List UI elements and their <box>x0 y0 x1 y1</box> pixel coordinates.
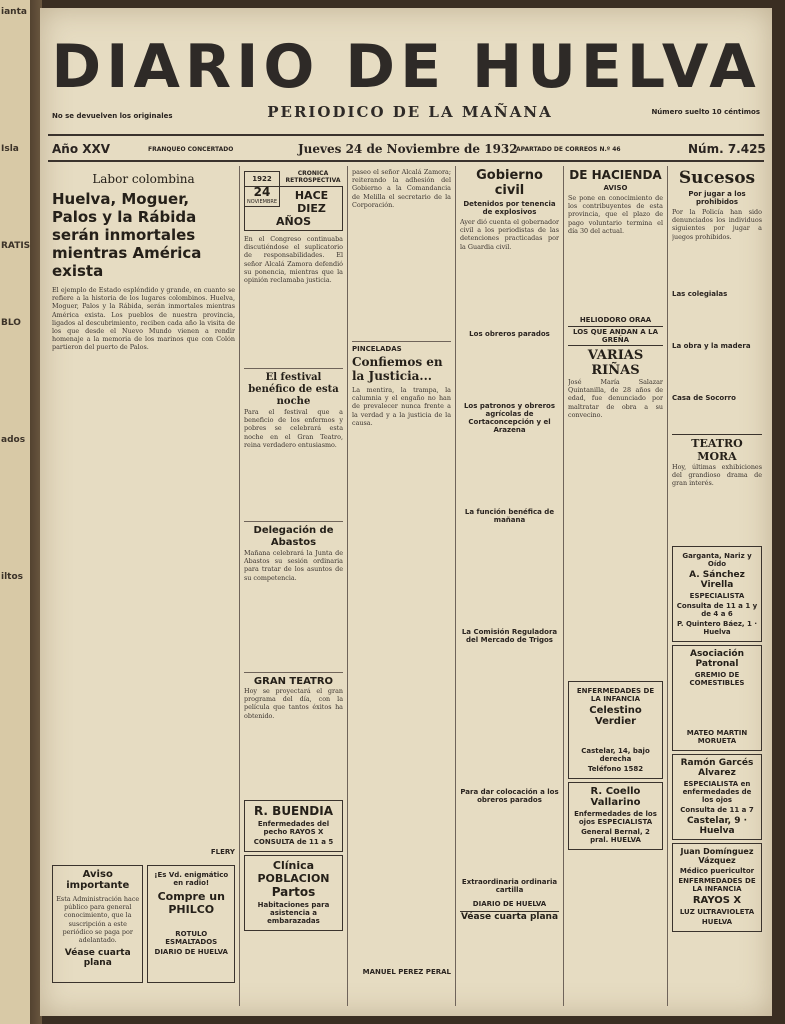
column-3 <box>348 166 456 1006</box>
aviso-ad-title: Aviso importante <box>66 869 130 891</box>
garces-consult: Consulta de 11 a 7 <box>680 806 754 814</box>
virella-ad <box>672 546 762 642</box>
strip-head: BLO <box>1 318 21 328</box>
philco-ad-sub: ROTULO ESMALTADOS <box>165 930 218 946</box>
poblacion-title: Clínica POBLACION <box>257 859 330 885</box>
retro-headline: HACE DIEZ AÑOS <box>244 186 343 231</box>
sucesos-headline: Sucesos <box>678 168 756 188</box>
price-note: Número suelto 10 céntimos <box>651 108 760 116</box>
teatro-mora-headline: TEATRO MORA <box>672 434 762 463</box>
buendia-ad <box>244 800 343 852</box>
coello-addr: General Bernal, 2 pral. HUELVA <box>581 828 650 844</box>
column-6 <box>668 166 766 1006</box>
gobierno-sub-6: Para dar colocación a los obreros parados <box>460 788 559 804</box>
hacienda-signature: HELIODORO ORAA <box>579 316 652 324</box>
coello-text: Enfermedades de los ojos ESPECIALISTA <box>574 810 657 826</box>
poblacion-text: Habitaciones para asistencia a embarazadas <box>257 901 330 925</box>
col4-footer-2: Véase cuarta plana <box>460 912 559 922</box>
philco-ad <box>147 865 235 983</box>
poblacion-ad <box>244 855 343 931</box>
coello-name: R. Coello Vallarino <box>590 786 641 808</box>
justicia-signature: MANUEL PEREZ PERAL <box>362 968 451 976</box>
teatro-mora-body: Hoy, últimas exhibiciones del grandioso drama de gran interés. <box>672 463 762 488</box>
verdier-phone: Teléfono 1582 <box>587 765 644 773</box>
article-signature: FLERY <box>210 848 235 856</box>
year-label: Año XXV <box>52 142 111 156</box>
patronal-ad <box>672 645 762 751</box>
article-headline: Huelva, Moguer, Palos y la Rábida serán inmortales mientras América exista <box>52 190 202 280</box>
riñas-kicker: LOS QUE ANDAN A LA GREÑA <box>568 326 663 346</box>
strip-head: ados <box>1 435 26 445</box>
dateline <box>48 134 764 162</box>
coello-ad <box>568 782 663 850</box>
sucesos-sub-4: Casa de Socorro <box>672 394 736 402</box>
gobierno-sub-3: Los patronos y obreros agrícolas de Cortaconcepción y el Arazena <box>463 402 556 434</box>
franqueo-label: FRANQUEO CONCERTADO <box>148 146 234 153</box>
garces-name: Ramón Garcés Alvarez <box>680 758 754 778</box>
teatro-headline: GRAN TEATRO <box>253 676 334 687</box>
riñas-body: José María Salazar Quintanilla, de 28 años de edad, fue denunciado por maltratar de obra a su convecino. <box>568 378 663 419</box>
garces-ad <box>672 754 762 840</box>
gobierno-sub-7: Extraordinaria ordinaria cartilla <box>461 878 558 894</box>
column-1 <box>48 166 240 1006</box>
sucesos-sub-1: Por jugar a los prohibidos <box>688 190 746 206</box>
dominguez-name: Juan Domínguez Vázquez <box>680 847 754 865</box>
virella-consult: Consulta de 11 a 1 y de 4 a 6 <box>676 602 758 618</box>
apartado-label: APARTADO DE CORREOS N.º 46 <box>516 146 621 153</box>
hacienda-aviso: AVISO <box>603 184 628 192</box>
article-body: El ejemplo de Estado espléndido y grande, en cuanto se refiere a la historia de los lugares colombinos. Huelva, Moguer, Palos y la Rábida, serán inmortales mientras América exista. Los pueblos de nuestra provincia, ligados al descubrimiento, reciben cada año la visita de los que desde el Nuevo Mundo vienen a rendir homenaje a la memoria de los marinos que con Colón partieron del puerto de Palos. <box>52 286 235 352</box>
philco-ad-main: Compre un PHILCO <box>157 890 225 916</box>
buendia-name: R. BUENDIA <box>253 804 334 818</box>
previous-page-strip <box>0 0 30 1024</box>
dominguez-city: HUELVA <box>701 918 733 926</box>
newspaper-subtitle: PERIODICO DE LA MAÑANA <box>267 103 553 121</box>
garces-spec: ESPECIALISTA en enfermedades de los ojos <box>682 780 752 804</box>
justicia-body: La mentira, la trampa, la calumnia y el engaño no han de prevalecer nunca frente a la verdad y a la justicia de la causa. <box>352 386 451 427</box>
gobierno-sub-1: Detenidos por tenencia de explosivos <box>463 200 556 216</box>
column-4 <box>456 166 564 1006</box>
gobierno-sub-2: Los obreros parados <box>469 330 550 338</box>
newspaper-page <box>40 8 772 1016</box>
abastos-headline: Delegación de Abastos <box>253 525 334 548</box>
pinceladas-kicker: PINCELADAS <box>352 345 402 353</box>
col4-footer: DIARIO DE HUELVA <box>472 900 547 908</box>
buendia-consult: CONSULTA de 11 a 5 <box>253 838 334 846</box>
newspaper-title: DIARIO DE HUELVA <box>51 32 761 102</box>
strip-head: RATIS <box>1 241 30 251</box>
gobierno-sub-4: La función benéfica de mañana <box>464 508 555 524</box>
verdier-ad <box>568 681 663 779</box>
column-3-top-body: paseo el señor Alcalá Zamora; reiterando la adhesión del Gobierno a la Comandancia de Melilla el secretario de la Corporación. <box>352 168 451 209</box>
abastos-body: Mañana celebrará la Junta de Abastos su sesión ordinaria para tratar de los asuntos de su competencia. <box>244 549 343 582</box>
philco-ad-kicker: ¡Es Vd. enigmático en radio! <box>154 871 229 887</box>
strip-head: Isla <box>1 144 19 154</box>
column-2 <box>240 166 348 1006</box>
hacienda-body: Se pone en conocimiento de los contribuyentes de esta provincia, que el plazo de pago voluntario termina el día 30 del actual. <box>568 194 663 235</box>
article-kicker: Labor colombina <box>92 172 195 186</box>
dominguez-ad <box>672 843 762 932</box>
garces-addr: Castelar, 9 · Huelva <box>686 816 748 836</box>
patronal-sub: GREMIO DE COMESTIBLES <box>689 671 745 687</box>
aviso-ad-body: Esta Administración hace público para general conocimiento, que la suscripción a este periódico se paga por adelantado. <box>56 895 140 945</box>
riñas-headline: VARIAS RIÑAS <box>587 348 644 378</box>
retro-body: En el Congreso continuaba discutiéndose el suplicatorio de responsabilidades. El señor Alcalá Zamora defendió su ponencia, mientras que la opinión reclamaba justicia. <box>244 235 343 285</box>
poblacion-sub: Partos <box>271 885 316 899</box>
dominguez-rays: RAYOS X <box>692 895 742 906</box>
virella-addr: P. Quintero Báez, 1 · Huelva <box>677 620 757 636</box>
sucesos-sub-3: La obra y la madera <box>672 342 751 350</box>
issue-number: Núm. 7.425 <box>688 142 766 156</box>
aviso-ad <box>52 865 143 983</box>
virella-head: Garganta, Nariz y Oído <box>682 552 752 568</box>
festival-body: Para el festival que a beneficio de los enfermos y pobres se celebrará esta noche en el Gran Teatro, reina verdadero entusiasmo. <box>244 408 343 449</box>
date-box-month: NOVIEMBRE <box>246 199 278 205</box>
issue-date: Jueves 24 de Noviembre de 1932 <box>298 142 518 156</box>
date-box <box>244 171 280 207</box>
virella-name: A. Sánchez Virella <box>689 570 745 590</box>
originals-note: No se devuelven los originales <box>52 112 173 120</box>
gobierno-headline: Gobierno civil <box>476 168 543 198</box>
date-box-day: 24 <box>253 185 271 199</box>
teatro-body: Hoy se proyectará el gran programa del día, con la película que tantos éxitos ha obtenido. <box>244 687 343 720</box>
philco-ad-footer: DIARIO DE HUELVA <box>154 948 228 956</box>
verdier-title: ENFERMEDADES DE LA INFANCIA <box>576 687 655 703</box>
sucesos-body: Por la Policía han sido denunciados los individuos siguientes por jugar a juegos prohibidos. <box>672 208 762 241</box>
masthead <box>40 8 772 134</box>
date-box-year: 1922 <box>252 175 272 183</box>
column-5 <box>564 166 668 1006</box>
aviso-ad-footer: Véase cuarta plana <box>64 948 131 969</box>
sucesos-sub-2: Las colegialas <box>672 290 728 298</box>
dominguez-title: ENFERMEDADES DE LA INFANCIA <box>678 877 756 893</box>
gobierno-body: Ayer dió cuenta el gobernador civil a los periodistas de las detenciones practicadas por la Guardia civil. <box>460 218 559 251</box>
patronal-head: Asociación Patronal <box>689 649 744 669</box>
retro-kicker: CRONICA RETROSPECTIVA <box>285 170 341 184</box>
verdier-name: Celestino Verdier <box>589 705 642 727</box>
virella-spec: ESPECIALISTA <box>689 592 745 600</box>
patronal-sign: MATEO MARTIN MORUETA <box>686 729 748 745</box>
dominguez-light: LUZ ULTRAVIOLETA <box>679 908 755 916</box>
festival-headline: El festival benéfico de esta noche <box>248 372 339 407</box>
hacienda-headline: DE HACIENDA <box>569 168 662 182</box>
buendia-text: Enfermedades del pecho RAYOS X <box>257 820 330 836</box>
gobierno-sub-5: La Comisión Reguladora del Mercado de Trigos <box>461 628 558 644</box>
dominguez-spec: Médico puericultor <box>679 867 755 875</box>
strip-head: ianta <box>1 7 27 17</box>
justicia-headline: Confiemos en la Justicia... <box>352 355 443 383</box>
strip-head: iltos <box>1 572 24 582</box>
verdier-addr: Castelar, 14, bajo derecha <box>581 747 650 763</box>
